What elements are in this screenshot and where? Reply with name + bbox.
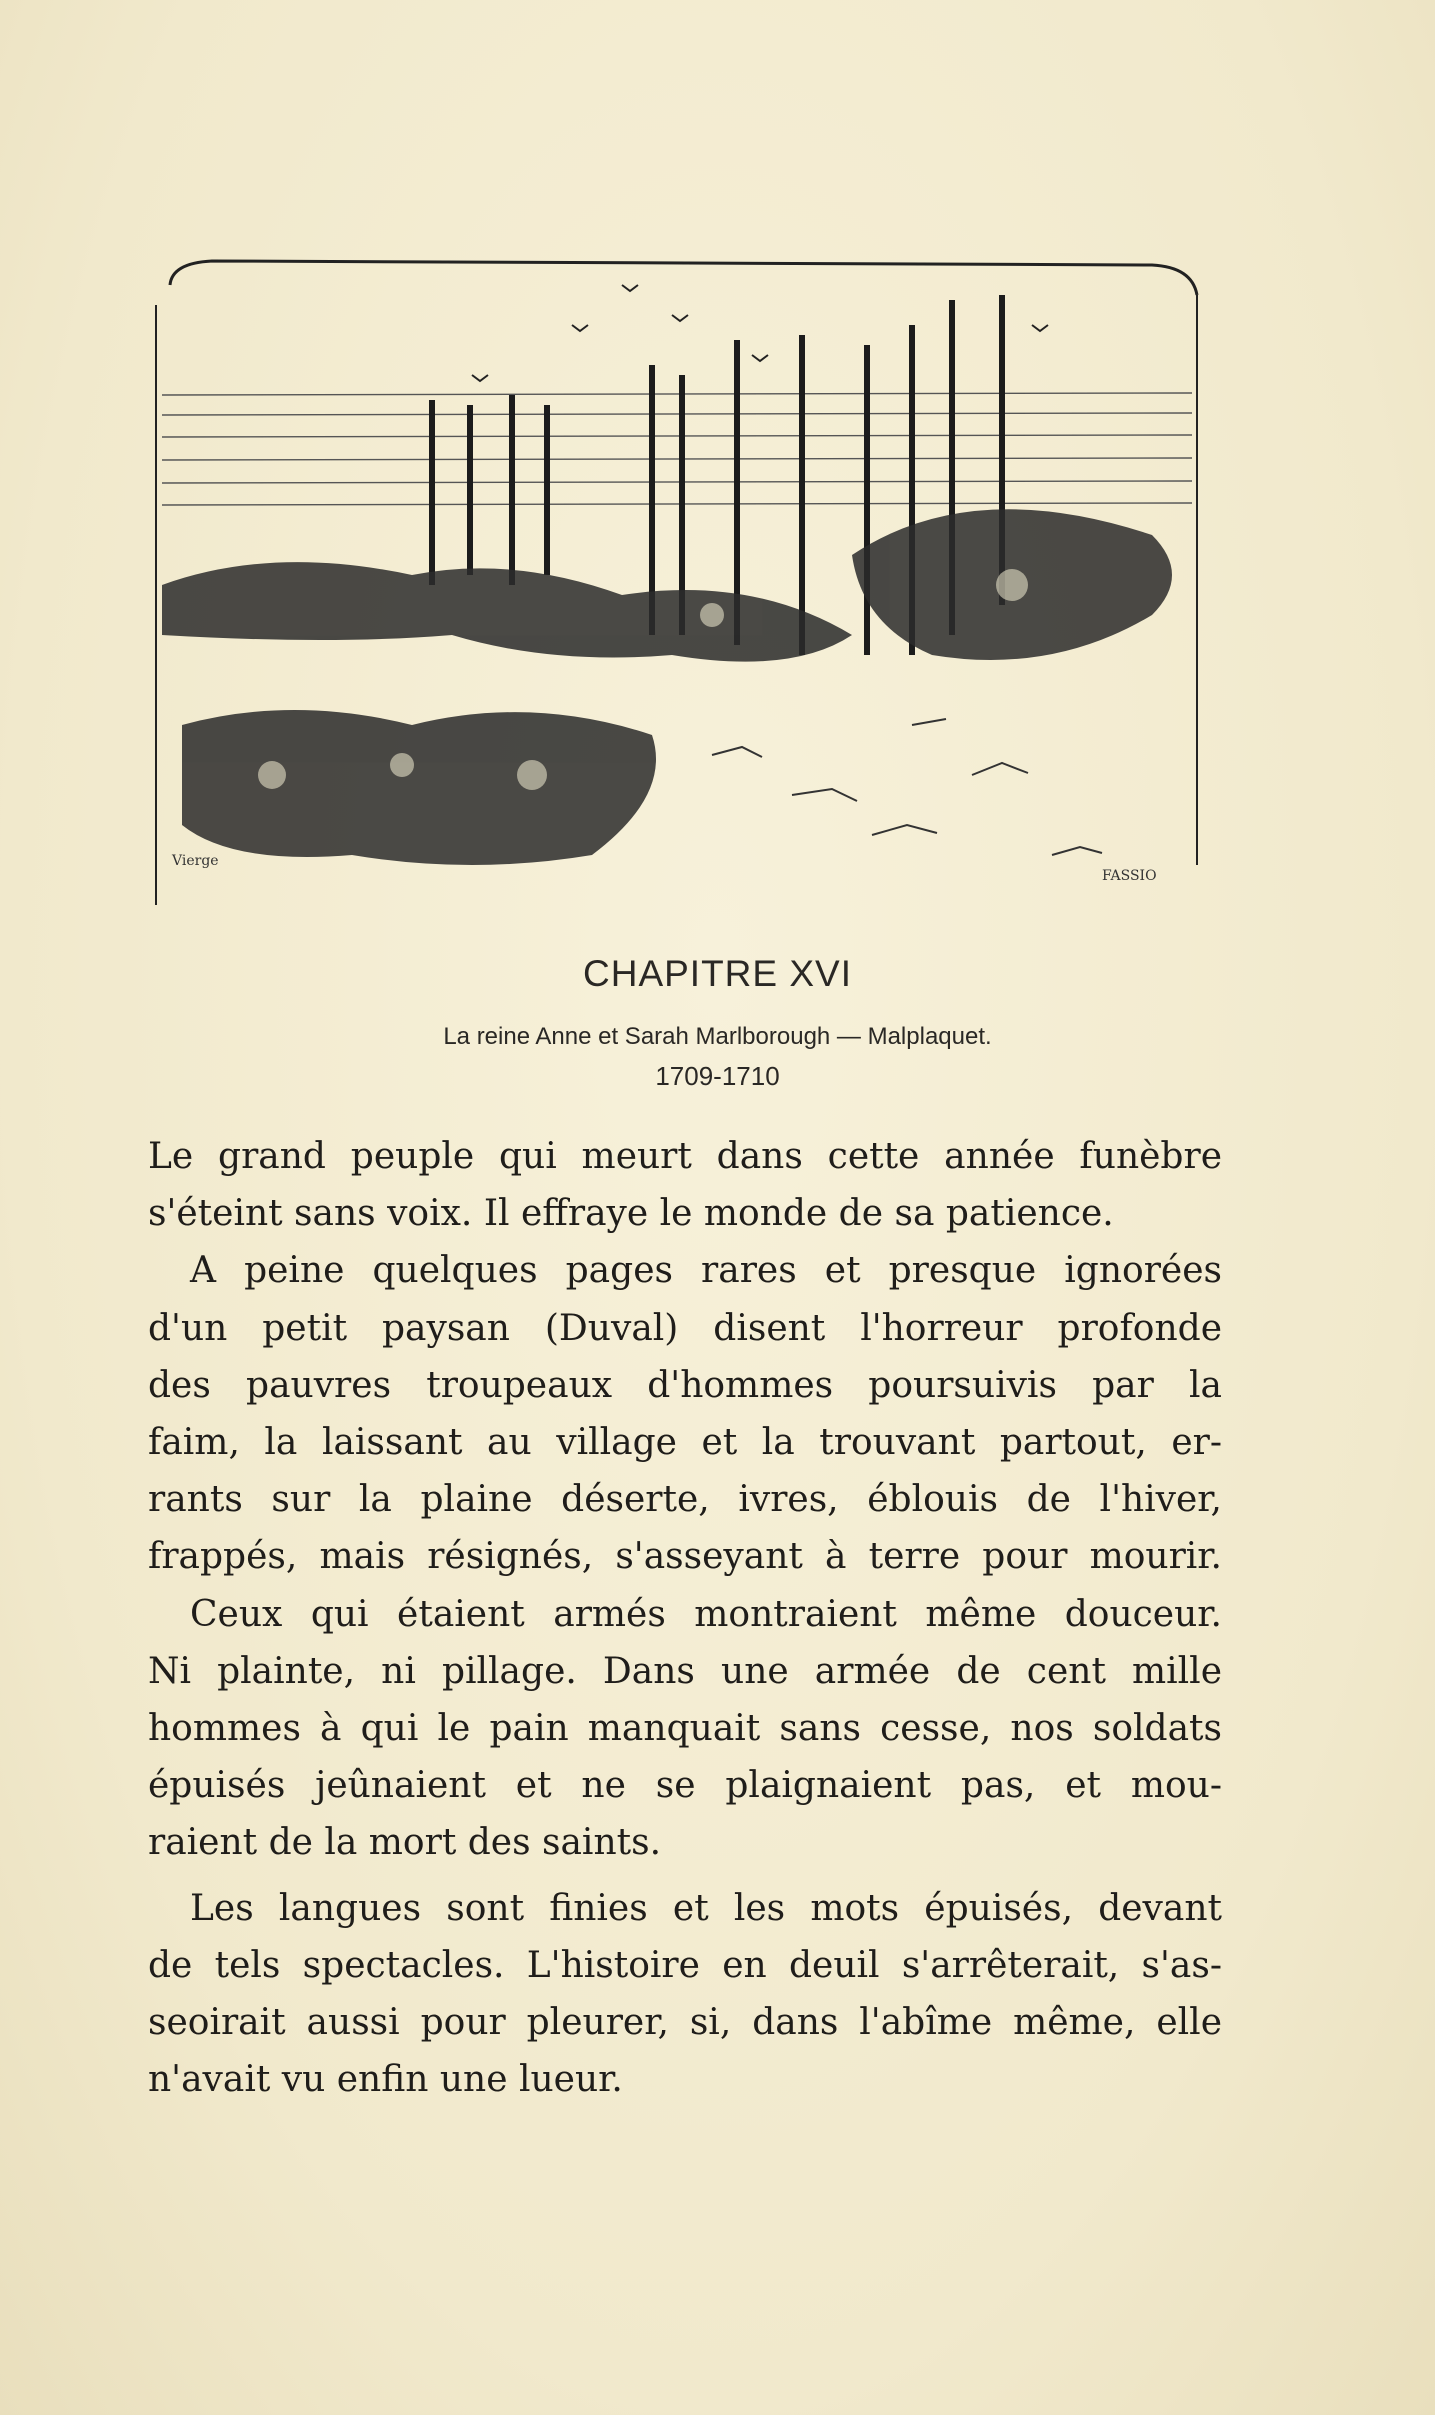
chapter-subtitle: La reine Anne et Sarah Marlborough — Malplaquet. (443, 1023, 992, 1050)
text-line: seoirait aussi pour pleurer, si, dans l'abîme même, elle (148, 2002, 1222, 2044)
text-line: d'un petit paysan (Duval) disent l'horreur profonde (148, 1307, 1222, 1349)
chapter-title: CHAPITRE XVI (583, 953, 852, 994)
illustration-signature-left: Vierge (172, 853, 219, 869)
text-line: Les langues sont finies et les mots épuisés, devant (190, 1887, 1222, 1929)
text-line: Le grand peuple qui meurt dans cette année funèbre (148, 1136, 1222, 1177)
text-line: Ni plainte, ni pillage. Dans une armée de cent mille (148, 1650, 1222, 1692)
text-line: des pauvres troupeaux d'hommes poursuivis par la (148, 1364, 1222, 1406)
text-line: faim, la laissant au village et la trouvant partout, er- (148, 1422, 1222, 1464)
text-line: frappés, mais résignés, s'asseyant à terre pour mourir. (148, 1536, 1222, 1578)
text-line: rants sur la plaine déserte, ivres, éblouis de l'hiver, (148, 1479, 1222, 1521)
illustration-signature-right: FASSIO (1102, 868, 1157, 884)
text-line: hommes à qui le pain manquait sans cesse, nos soldats (148, 1708, 1222, 1750)
text-line: de tels spectacles. L'histoire en deuil s'arrêterait, s'as- (148, 1944, 1222, 1986)
text-line: n'avait vu enfin une lueur. (148, 2059, 623, 2101)
engraving-icon (152, 255, 1202, 915)
text-line: raient de la mort des saints. (148, 1822, 662, 1864)
text-line: épuisés jeûnaient et ne se plaignaient pas, et mou- (148, 1765, 1222, 1807)
text-line: s'éteint sans voix. Il effraye le monde de sa patience. (148, 1193, 1114, 1235)
text-line: A peine quelques pages rares et presque ignorées (190, 1250, 1222, 1292)
chapter-body (148, 1128, 1222, 2108)
text-line: Ceux qui étaient armés montraient même douceur. (190, 1593, 1222, 1635)
chapter-illustration (152, 255, 1202, 915)
chapter-dates: 1709-1710 (655, 1061, 780, 1091)
